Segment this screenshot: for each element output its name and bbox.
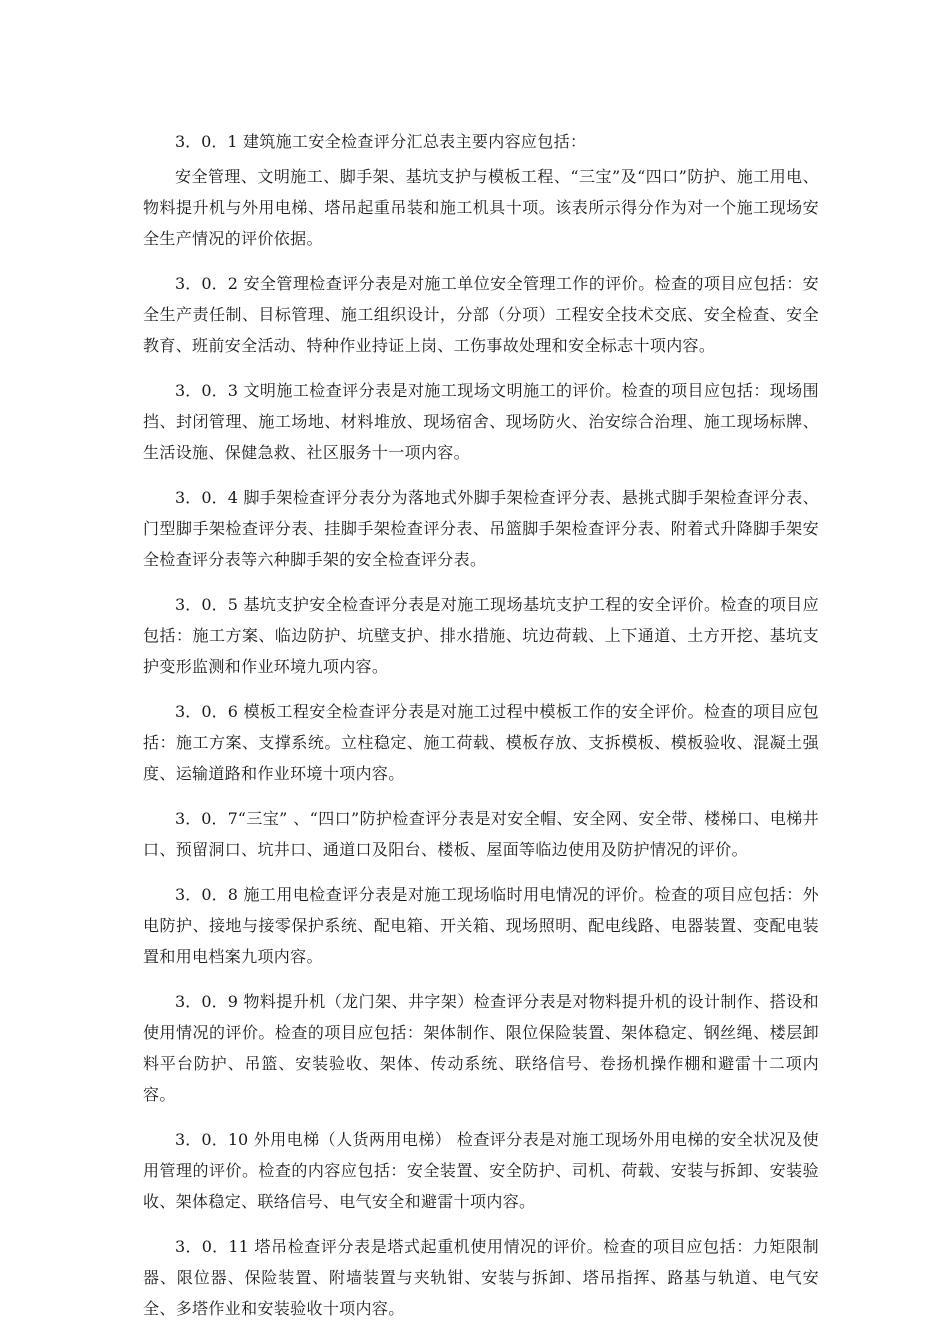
clause-text: 建筑施工安全检查评分汇总表主要内容应包括： <box>242 132 587 151</box>
clause-text: 施工用电检查评分表是对施工现场临时用电情况的评价。检查的项目应包括：外电防护、接地与接零保护系统、配电箱、开关箱、现场照明、配电线路、电器装置、变配电装置和用电档案九项内容。 <box>143 885 820 966</box>
clause-number: 3．0．2 <box>175 274 238 293</box>
clause-number: 3．0．4 <box>175 488 238 507</box>
paragraph-3-0-11 <box>143 1231 819 1324</box>
paragraph-3-0-8 <box>143 879 819 972</box>
clause-number: 3．0．11 <box>175 1237 249 1256</box>
paragraph-3-0-9 <box>143 986 819 1110</box>
paragraph-3-0-4 <box>143 482 819 575</box>
document-body <box>143 126 819 1338</box>
clause-text: “三宝” 、“四口”防护检查评分表是对安全帽、安全网、安全带、楼梯口、电梯井口、预留洞口、坑井口、通道口及阳台、楼板、屋面等临边使用及防护情况的评价。 <box>143 809 819 859</box>
clause-text: 文明施工检查评分表是对施工现场文明施工的评价。检查的项目应包括：现场围挡、封闭管理、施工场地、材料堆放、现场宿舍、现场防火、治安综合治理、施工现场标牌、生活设施、保健急救、社区服务十一项内容。 <box>143 381 820 462</box>
clause-text: 模板工程安全检查评分表是对施工过程中模板工作的安全评价。检查的项目应包括：施工方案、支撑系统。立柱稳定、施工荷载、模板存放、支拆模板、模板验收、混凝土强度、运输道路和作业环境十项内容。 <box>143 702 820 783</box>
paragraph-summary-items <box>143 161 819 254</box>
clause-text: 安全管理检查评分表是对施工单位安全管理工作的评价。检查的项目应包括：安全生产责任制、目标管理、施工组织设计，分部（分项）工程安全技术交底、安全检查、安全教育、班前安全活动、特种作业持证上岗、工伤事故处理和安全标志十项内容。 <box>143 274 820 355</box>
clause-number: 3．0．7 <box>175 809 238 828</box>
clause-number: 3．0．6 <box>175 702 238 721</box>
paragraph-3-0-1 <box>143 126 819 157</box>
clause-text: 外用电梯（人货两用电梯） 检查评分表是对施工现场外用电梯的安全状况及使用管理的评价。检查的内容应包括：安全装置、安全防护、司机、荷载、安装与拆卸、安装验收、架体稳定、联络信号、电气安全和避雷十项内容。 <box>143 1130 819 1211</box>
clause-text: 基坑支护安全检查评分表是对施工现场基坑支护工程的安全评价。检查的项目应包括：施工方案、临边防护、坑壁支护、排水措施、坑边荷载、上下通道、土方开挖、基坑支护变形监测和作业环境九项内容。 <box>143 595 820 676</box>
clause-text: 脚手架检查评分表分为落地式外脚手架检查评分表、悬挑式脚手架检查评分表、门型脚手架检查评分表、挂脚手架检查评分表、吊篮脚手架检查评分表、附着式升降脚手架安全检查评分表等六种脚手架的安全检查评分表。 <box>143 488 820 569</box>
clause-text: 物料提升机（龙门架、井字架）检查评分表是对物料提升机的设计制作、搭设和使用情况的评价。检查的项目应包括：架体制作、限位保险装置、架体稳定、钢丝绳、楼层卸料平台防护、吊篮、安装验收、架体、传动系统、联络信号、卷扬机操作棚和避雷十二项内容。 <box>143 992 820 1104</box>
clause-number: 3．0．3 <box>175 381 238 400</box>
clause-number: 3．0．8 <box>175 885 238 904</box>
clause-number: 3．0．1 <box>175 132 238 151</box>
clause-text: 安全管理、文明施工、脚手架、基坑支护与模板工程、“三宝”及“四口”防护、施工用电、物料提升机与外用电梯、塔吊起重吊装和施工机具十项。该表所示得分作为对一个施工现场安全生产情况的评价依据。 <box>143 167 819 248</box>
clause-text: 塔吊检查评分表是塔式起重机使用情况的评价。检查的项目应包括：力矩限制器、限位器、保险装置、附墙装置与夹轨钳、安装与拆卸、塔吊指挥、路基与轨道、电气安全、多塔作业和安装验收十项内容。 <box>143 1237 819 1318</box>
clause-number: 3．0．9 <box>175 992 238 1011</box>
clause-number: 3．0．10 <box>175 1130 249 1149</box>
paragraph-3-0-10 <box>143 1124 819 1217</box>
paragraph-3-0-7 <box>143 803 819 865</box>
paragraph-3-0-5 <box>143 589 819 682</box>
paragraph-3-0-2 <box>143 268 819 361</box>
paragraph-3-0-3 <box>143 375 819 468</box>
paragraph-3-0-6 <box>143 696 819 789</box>
clause-number: 3．0．5 <box>175 595 238 614</box>
